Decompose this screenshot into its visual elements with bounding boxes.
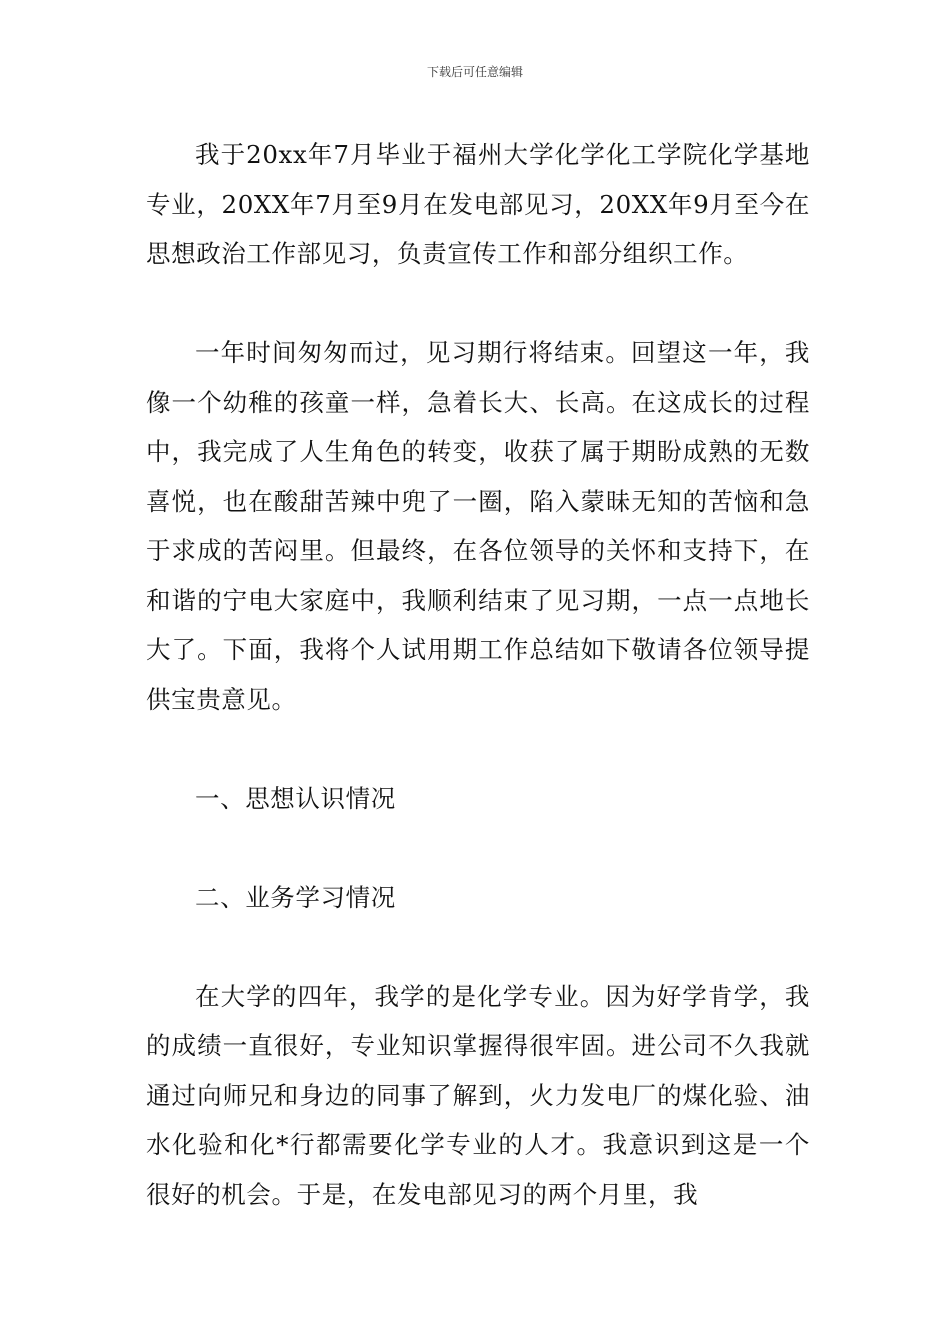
page-header: 下载后可任意编辑 bbox=[426, 65, 523, 79]
paragraph-spacer bbox=[146, 823, 810, 873]
document-body bbox=[146, 130, 810, 1219]
paragraph-intro: 我于20xx年7月毕业于福州大学化学化工学院化学基地专业，20XX年7月至9月在发电部见习，20XX年9月至今在思想政治工作部见习，负责宣传工作和部分组织工作。 bbox=[146, 140, 810, 268]
paragraph-spacer bbox=[146, 279, 810, 329]
section-heading-study: 二、业务学习情况 bbox=[195, 882, 396, 912]
section-heading-ideology: 一、思想认识情况 bbox=[195, 783, 396, 813]
paragraph-spacer bbox=[146, 922, 810, 972]
paragraph-review: 一年时间匆匆而过，见习期行将结束。回望这一年，我像一个幼稚的孩童一样，急着长大、长高。在这成长的过程中，我完成了人生角色的转变，收获了属于期盼成熟的无数喜悦，也在酸甜苦辣中兜了一圈，陷入蒙昧无知的苦恼和急于求成的苦闷里。但最终，在各位领导的关怀和支持下，在和谐的宁电大家庭中，我顺利结束了见习期，一点一点地长大了。下面，我将个人试用期工作总结如下敬请各位领导提供宝贵意见。 bbox=[146, 338, 810, 714]
paragraph-spacer bbox=[146, 724, 810, 774]
paragraph-study-detail: 在大学的四年，我学的是化学专业。因为好学肯学，我的成绩一直很好，专业知识掌握得很牢固。进公司不久我就通过向师兄和身边的同事了解到，火力发电厂的煤化验、油水化验和化*行都需要化学专业的人才。我意识到这是一个很好的机会。于是，在发电部见习的两个月里，我 bbox=[146, 981, 810, 1209]
